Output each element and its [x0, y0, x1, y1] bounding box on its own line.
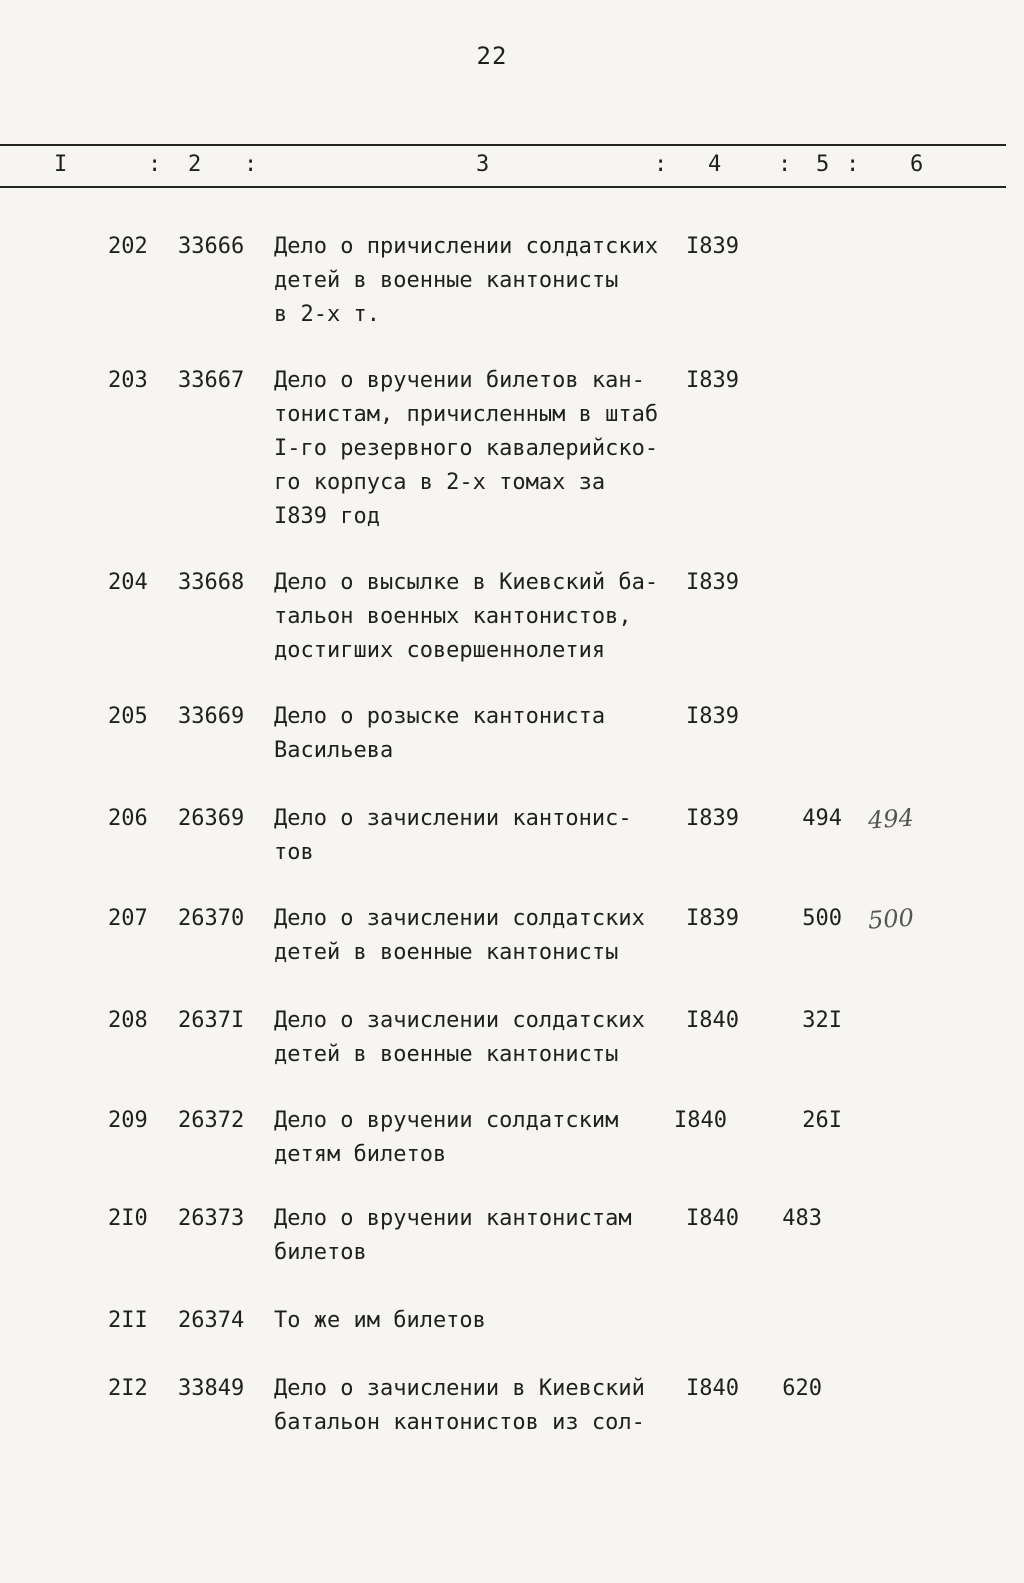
sheet-count: 620: [782, 1376, 822, 1401]
description-line: Дело о вручении кантонистам: [274, 1206, 632, 1231]
record-year: I839: [686, 806, 739, 831]
sheet-count: 32I: [802, 1008, 842, 1033]
archive-code: 33669: [178, 704, 245, 729]
description-line: детей в военные кантонисты: [274, 1042, 619, 1067]
record-number: 202: [108, 234, 148, 259]
description-line: батальон кантонистов из сол-: [274, 1410, 645, 1435]
sheet-count: 500: [802, 906, 842, 931]
description-line: тальон военных кантонистов,: [274, 604, 632, 629]
column-header-3: 3: [476, 152, 490, 177]
record-year: I840: [686, 1008, 739, 1033]
record-description: [274, 566, 658, 668]
archive-code: 26373: [178, 1206, 245, 1231]
record-description: [274, 1304, 486, 1338]
record-description: [274, 230, 658, 332]
description-line: в 2-х т.: [274, 302, 380, 327]
description-line: Дело о зачислении солдатских: [274, 1008, 645, 1033]
description-line: Васильева: [274, 738, 394, 763]
description-line: Дело о вручении солдатским: [274, 1108, 619, 1133]
handwritten-note: 494: [867, 803, 915, 835]
description-line: достигших совершеннолетия: [274, 638, 606, 663]
sheet-count: 26I: [802, 1108, 842, 1133]
description-line: Дело о вручении билетов кан-: [274, 368, 645, 393]
sheet-count: 494: [802, 806, 842, 831]
record-number: 204: [108, 570, 148, 595]
description-line: билетов: [274, 1240, 367, 1265]
sheet-count: 483: [782, 1206, 822, 1231]
archive-code: 33666: [178, 234, 245, 259]
description-line: I-го резервного кавалерийско-: [274, 436, 659, 461]
description-line: го корпуса в 2-х томах за: [274, 470, 606, 495]
description-line: детей в военные кантонисты: [274, 268, 619, 293]
description-line: Дело о причислении солдатских: [274, 234, 659, 259]
description-line: тонистам, причисленным в штаб: [274, 402, 659, 427]
description-line: Дело о зачислении в Киевский: [274, 1376, 645, 1401]
archive-code: 26369: [178, 806, 245, 831]
record-description: [274, 364, 658, 534]
record-year: I839: [686, 570, 739, 595]
column-separator: :: [148, 152, 162, 177]
column-separator: :: [778, 152, 792, 177]
description-line: Дело о розыске кантониста: [274, 704, 606, 729]
column-header-4: 4: [708, 152, 722, 177]
column-separator: :: [846, 152, 860, 177]
column-header-6: 6: [910, 152, 924, 177]
archive-code: 2637I: [178, 1008, 245, 1033]
description-line: Дело о зачислении солдатских: [274, 906, 645, 931]
archive-code: 33849: [178, 1376, 245, 1401]
description-line: Дело о зачислении кантонис-: [274, 806, 632, 831]
page-number: 22: [476, 42, 508, 70]
record-number: 2II: [108, 1308, 148, 1333]
record-number: 203: [108, 368, 148, 393]
record-year: I839: [686, 234, 739, 259]
record-description: [274, 1372, 645, 1440]
description-line: I839 год: [274, 504, 380, 529]
archive-code: 26372: [178, 1108, 245, 1133]
record-number: 209: [108, 1108, 148, 1133]
record-year: I840: [686, 1206, 739, 1231]
record-year: I839: [686, 368, 739, 393]
column-separator: :: [654, 152, 668, 177]
record-description: [274, 1202, 632, 1270]
record-year: I839: [686, 704, 739, 729]
record-number: 205: [108, 704, 148, 729]
record-number: 2I0: [108, 1206, 148, 1231]
record-year: I839: [686, 906, 739, 931]
column-separator: :: [244, 152, 258, 177]
handwritten-note: 500: [867, 903, 915, 935]
record-number: 208: [108, 1008, 148, 1033]
record-description: [274, 902, 645, 970]
record-description: [274, 802, 632, 870]
record-year: I840: [686, 1376, 739, 1401]
description-line: детям билетов: [274, 1142, 447, 1167]
record-description: [274, 700, 605, 768]
description-line: То же им билетов: [274, 1308, 486, 1333]
column-header-5: 5: [816, 152, 830, 177]
description-line: тов: [274, 840, 314, 865]
record-description: [274, 1004, 645, 1072]
record-number: 206: [108, 806, 148, 831]
description-line: детей в военные кантонисты: [274, 940, 619, 965]
record-description: [274, 1104, 618, 1172]
record-number: 2I2: [108, 1376, 148, 1401]
header-top-rule: [0, 144, 1006, 146]
column-header-2: 2: [188, 152, 202, 177]
header-bottom-rule: [0, 186, 1006, 188]
archive-code: 33667: [178, 368, 245, 393]
column-header-1: I: [54, 152, 68, 177]
record-number: 207: [108, 906, 148, 931]
archive-code: 26370: [178, 906, 245, 931]
archive-code: 26374: [178, 1308, 245, 1333]
record-year: I840: [674, 1108, 727, 1133]
description-line: Дело о высылке в Киевский ба-: [274, 570, 659, 595]
archive-code: 33668: [178, 570, 245, 595]
